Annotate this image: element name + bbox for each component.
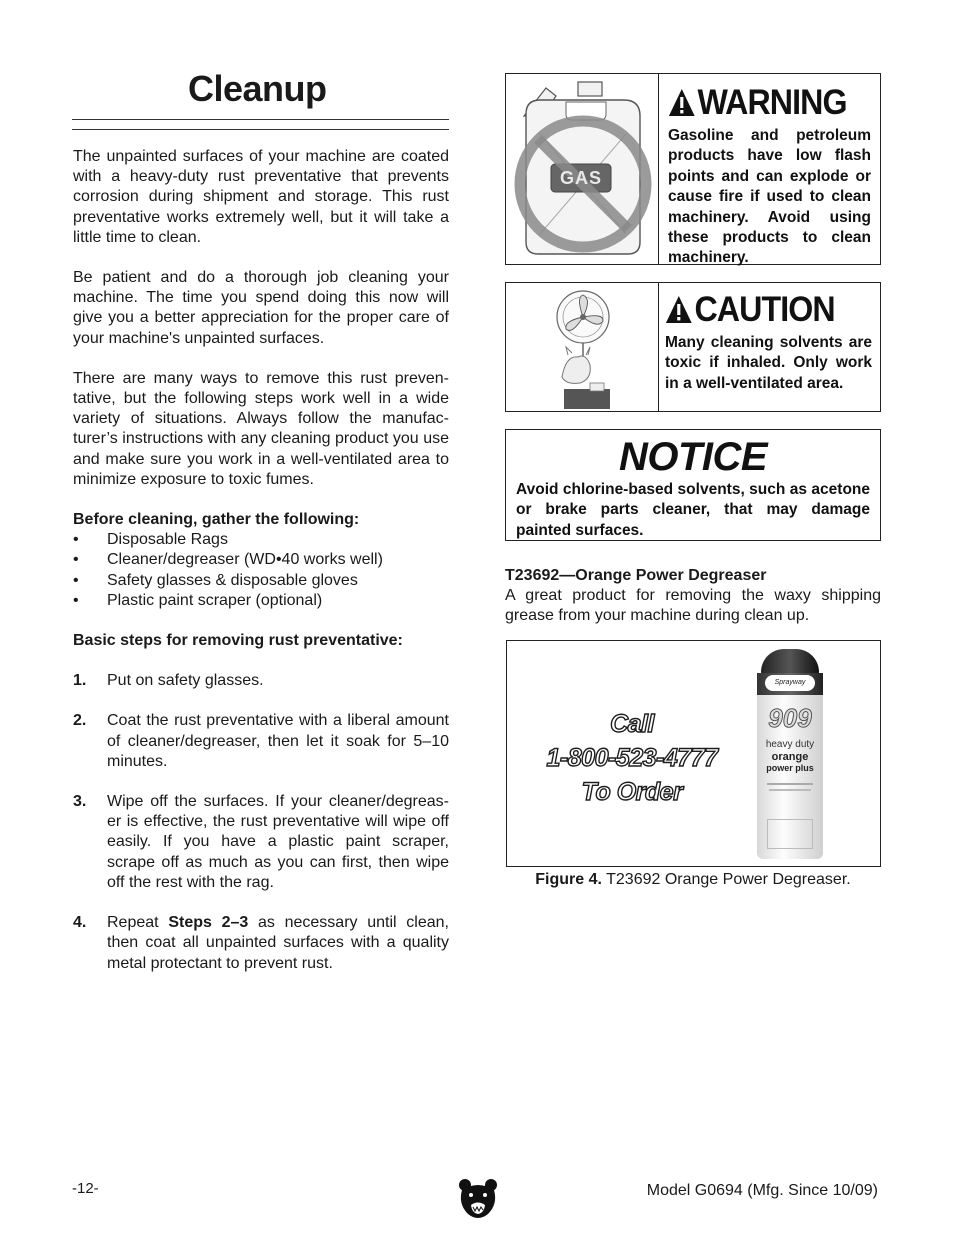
gas-label: GAS	[559, 168, 602, 188]
can-warning-panel	[767, 819, 813, 849]
step-item	[73, 671, 449, 691]
gather-heading: Before cleaning, gather the following:	[73, 511, 360, 529]
product-heading: T23692—Orange Power Degreaser	[505, 567, 767, 584]
step-number: 2.	[73, 712, 87, 730]
warning-triangle-icon	[668, 88, 696, 118]
warning-text: Gasoline and petroleum products have low flash points and can explode or cause fire if used to clean machinery. Avoid using these products to clean machinery.	[668, 127, 871, 267]
step-text: Coat the rust preventative with a liberal amount of cleaner/degreaser, then let it soak for 5–10 minutes.	[107, 712, 449, 770]
page-number: -12-	[72, 1180, 99, 1197]
can-line-1: heavy duty	[765, 739, 815, 750]
intro-paragraph: The unpainted surfaces of your machine are coated with a heavy-duty rust preventative that prevents corrosion during shipment and storage. This rust preventative works extremely well, but it will take a little time to clean.	[73, 148, 449, 246]
warning-box	[505, 73, 881, 265]
intro-paragraph: Be patient and do a thorough job cleaning your machine. The time you spend doing this now will give you a better appreciation for the proper care of your machine's unpainted surfaces.	[73, 269, 449, 347]
caution-text: Many cleaning solvents are toxic if inhaled. Only work in a well-ventilated area.	[665, 334, 872, 392]
figure-caption: Figure 4. T23692 Orange Power Degreaser.	[535, 871, 851, 888]
title-rule-bottom	[72, 129, 449, 130]
list-item: • Disposable Rags	[73, 530, 449, 550]
can-decor	[767, 783, 813, 785]
page-title: Cleanup	[188, 68, 327, 109]
bear-head-icon	[458, 1178, 498, 1220]
can-line-2: orange	[771, 751, 809, 763]
call-to-order: Call 1-800-523-4777 To Order	[546, 710, 718, 806]
notice-box	[505, 429, 881, 541]
step-item	[73, 913, 449, 974]
caution-box	[505, 282, 881, 412]
left-column	[73, 147, 449, 974]
degreaser-can	[757, 649, 823, 859]
can-brand: Sprayway	[765, 675, 815, 691]
can-number: 909	[768, 703, 812, 733]
gather-list	[73, 530, 449, 611]
step-item	[73, 792, 449, 893]
can-decor	[769, 789, 811, 791]
intro-paragraph: There are many ways to remove this rust preven-tative, but the following steps work well in a wide variety of situations. Always follow the manufac-turer’s instructions with any cleaning product you use and make sure you work in a well-ventilated area to minimize exposure to toxic fumes.	[73, 369, 449, 488]
caution-text-cell	[659, 283, 880, 411]
figure-4	[506, 640, 881, 867]
steps-heading: Basic steps for removing rust preventative:	[73, 632, 403, 650]
step-number: 3.	[73, 793, 87, 811]
notice-heading: NOTICE	[618, 435, 768, 479]
step-text: Wipe off the surfaces. If your cleaner/degreas-er is effective, the rust preventative will wipe off easily. If you have a plastic paint scraper, scrape off as much as you can first, then wipe off the rest with the rag.	[107, 793, 449, 891]
warning-heading: WARNING	[668, 80, 855, 126]
bear-logo	[458, 1178, 498, 1225]
ventilation-illustration	[506, 283, 659, 411]
step-text: Put on safety glasses.	[107, 672, 264, 690]
model-info: Model G0694 (Mfg. Since 10/09)	[646, 1182, 878, 1199]
warning-text-cell	[659, 74, 880, 267]
title-rule-top	[72, 119, 449, 120]
no-gasoline-illustration	[506, 74, 659, 264]
caution-triangle-icon	[665, 295, 693, 325]
step-bold-ref: Steps 2–3	[168, 914, 249, 932]
step-text: Repeat Steps 2–3 as necessary until clean, then coat all unpainted surfaces with a quality metal protectant to prevent rust.	[107, 914, 449, 972]
product-section	[505, 566, 881, 627]
step-number: 1.	[73, 672, 87, 690]
list-item: • Plastic paint scraper (optional)	[73, 591, 449, 611]
can-line-3: power plus	[766, 763, 814, 773]
product-description: A great product for removing the waxy shipping grease from your machine during clean up.	[505, 587, 881, 625]
caution-heading: CAUTION	[665, 287, 855, 333]
fan-ventilation-icon	[506, 283, 656, 411]
list-item: • Cleaner/degreaser (WD•40 works well)	[73, 550, 449, 570]
list-item: • Safety glasses & disposable gloves	[73, 571, 449, 591]
step-number: 4.	[73, 914, 87, 932]
step-item	[73, 711, 449, 772]
notice-text: Avoid chlorine-based solvents, such as acetone or brake parts cleaner, that may damage painted surfaces.	[516, 481, 870, 539]
